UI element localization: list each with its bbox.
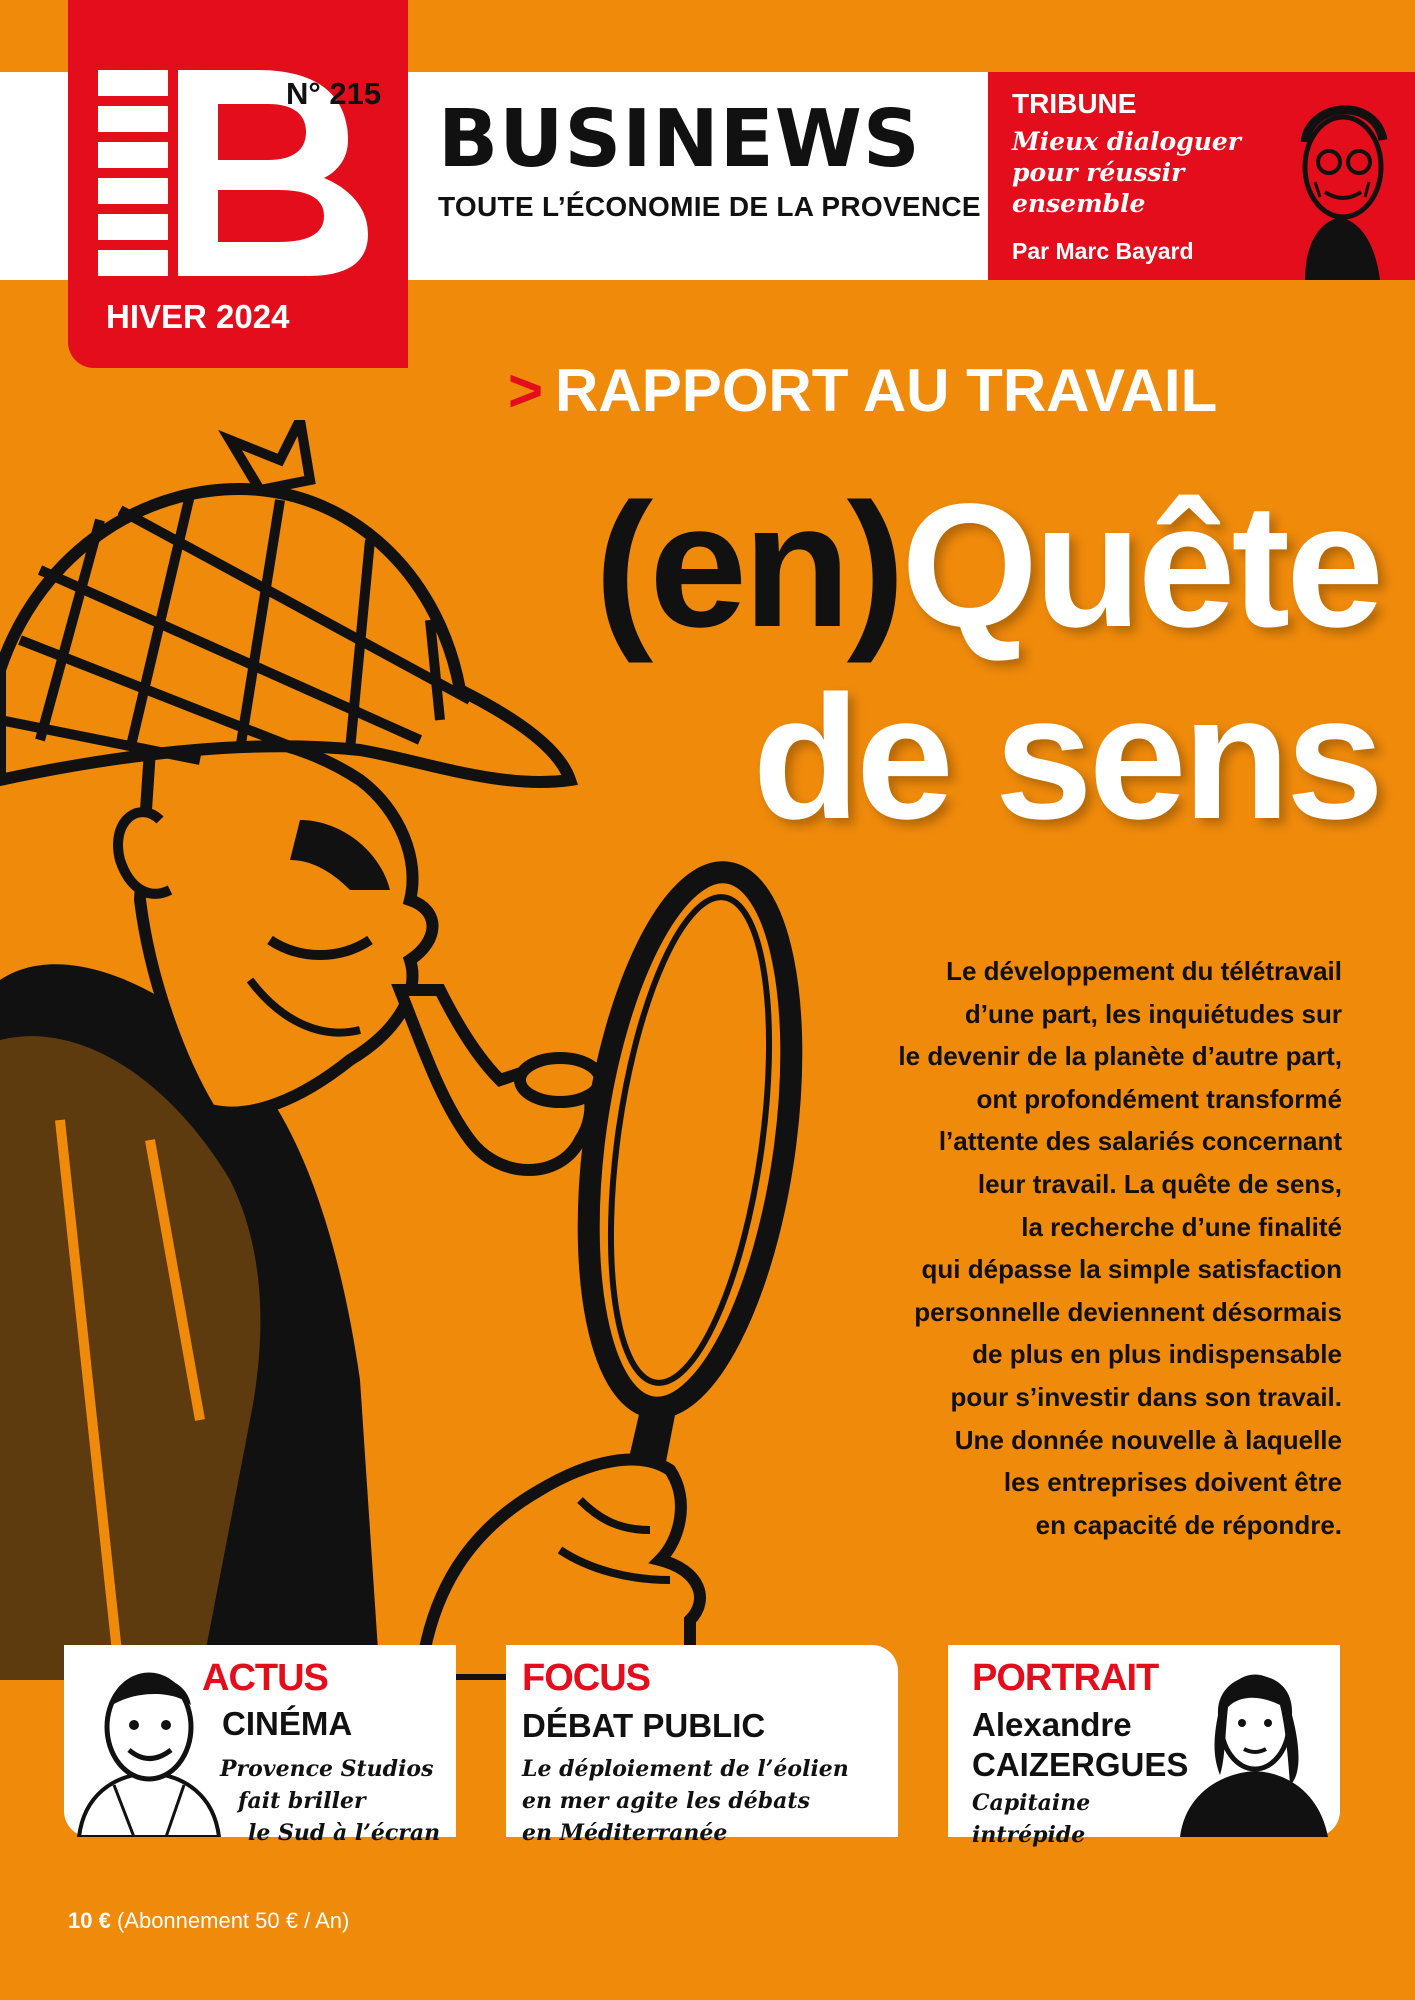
lede-line: Le développement du télétravail xyxy=(946,956,1342,986)
portrait-person-photo xyxy=(1170,1645,1330,1837)
logo-b-icon xyxy=(68,0,408,300)
detective-illustration xyxy=(0,420,820,1680)
card-topic: DÉBAT PUBLIC xyxy=(522,1707,766,1744)
subscription-price: (Abonnement 50 € / An) xyxy=(116,1908,350,1933)
card-desc-line: intrépide xyxy=(972,1822,1086,1848)
card-portrait[interactable] xyxy=(948,1645,1340,1848)
issue-number: N° 215 xyxy=(286,76,382,111)
lede-line: les entreprises doivent être xyxy=(1003,1467,1342,1498)
lede-line: personnelle deviennent désormais xyxy=(914,1296,1342,1327)
card-desc-line: le Sud à l’écran xyxy=(248,1820,441,1846)
lede-line: Une donnée nouvelle à laquelle xyxy=(954,1424,1342,1455)
lede-line: la recherche d’une finalité xyxy=(1021,1211,1342,1242)
card-desc-line: Capitaine xyxy=(972,1790,1091,1816)
card-desc-line: en Méditerranée xyxy=(522,1820,728,1846)
masthead-title: BUSINEWS xyxy=(438,93,921,185)
card-description xyxy=(972,1787,1142,1851)
lede-line: d’une part, les inquiétudes sur xyxy=(964,998,1342,1029)
tribune-text: Mieux dialoguer pour réussir ensemble xyxy=(1012,127,1241,218)
headline-part-2: Quête xyxy=(901,468,1380,664)
tribune-author-photo xyxy=(1265,72,1415,280)
lede-line: qui dépasse la simple satisfaction xyxy=(921,1254,1342,1285)
price-amount: 10 € xyxy=(68,1908,111,1933)
card-topic: CINÉMA xyxy=(222,1705,353,1742)
lede-line: l’attente des salariés concernant xyxy=(938,1126,1342,1157)
card-category: ACTUS xyxy=(202,1657,328,1699)
logo-block xyxy=(68,0,408,368)
tribune-label: TRIBUNE xyxy=(1012,88,1137,119)
lede-line: de plus en plus indispensable xyxy=(972,1339,1342,1370)
card-desc-line: en mer agite les débats xyxy=(522,1788,810,1814)
tribune-box[interactable] xyxy=(988,72,1415,280)
lede-line: pour s’investir dans son travail. xyxy=(950,1381,1342,1412)
headline-part-1: (en) xyxy=(594,468,902,664)
lede-line: le devenir de la planète d’autre part, xyxy=(898,1041,1342,1072)
card-actus[interactable] xyxy=(64,1645,456,1846)
masthead-subtitle: TOUTE L’ÉCONOMIE DE LA PROVENCE xyxy=(438,191,981,222)
price-line xyxy=(68,1908,349,1934)
card-desc-line: Le déploiement de l’éolien xyxy=(522,1756,849,1782)
tribune-author: Par Marc Bayard xyxy=(1012,238,1194,264)
kicker-arrow: > xyxy=(508,357,544,424)
cover-lede xyxy=(820,950,1342,1546)
card-category: FOCUS xyxy=(522,1657,650,1699)
card-desc-line: fait briller xyxy=(238,1788,366,1814)
lede-line: en capacité de répondre. xyxy=(1035,1509,1342,1540)
lede-line: leur travail. La quête de sens, xyxy=(977,1168,1342,1199)
card-desc-line: Provence Studios xyxy=(220,1756,434,1782)
lede-line: ont profondément transformé xyxy=(976,1083,1342,1114)
headline-line-2: de sens xyxy=(752,660,1380,856)
card-focus[interactable] xyxy=(506,1645,898,1846)
card-description xyxy=(522,1753,892,1849)
kicker-text: RAPPORT AU TRAVAIL xyxy=(555,357,1218,424)
masthead xyxy=(438,93,981,223)
card-topic-line: CAIZERGUES xyxy=(972,1746,1189,1783)
card-topic-line: Alexandre xyxy=(972,1706,1132,1743)
section-kicker xyxy=(508,356,1217,425)
card-category: PORTRAIT xyxy=(972,1657,1159,1699)
card-topic xyxy=(972,1705,1188,1785)
card-description xyxy=(220,1753,456,1849)
issue-season: HIVER 2024 xyxy=(106,298,290,335)
